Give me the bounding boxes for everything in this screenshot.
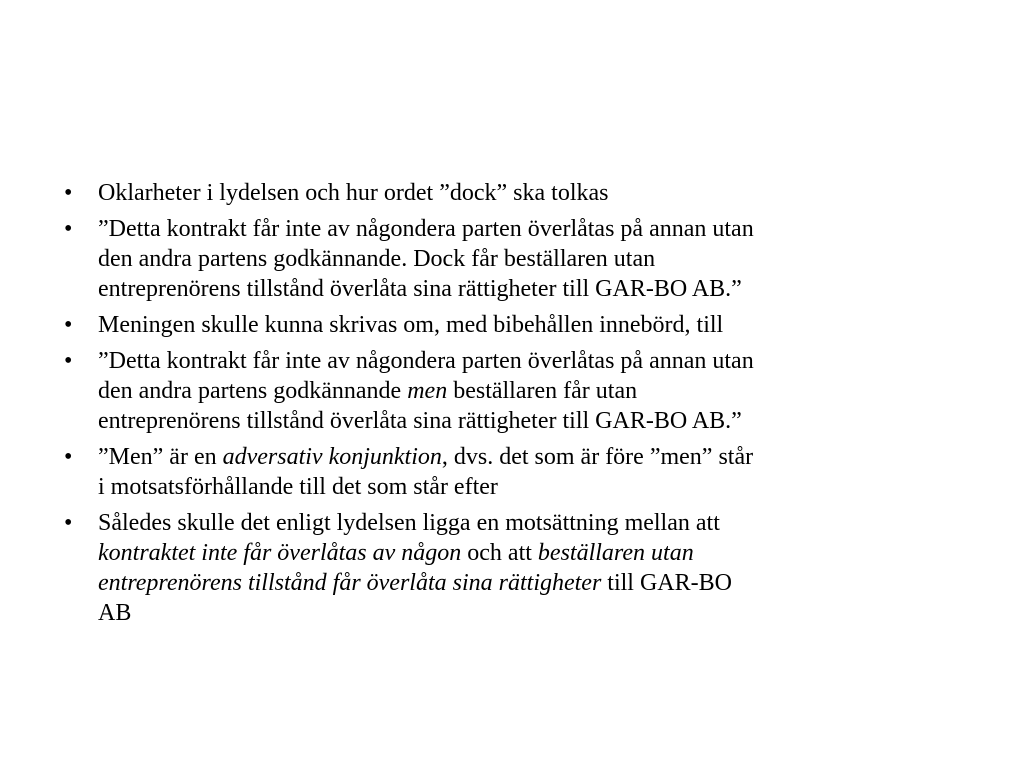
bullet-line bbox=[98, 442, 1004, 472]
italic-text: beställaren utan bbox=[537, 540, 694, 566]
bullet-line bbox=[98, 472, 1004, 502]
text: och att bbox=[461, 540, 538, 566]
bullet-marker: • bbox=[64, 312, 73, 338]
bullet-line bbox=[98, 376, 1004, 406]
italic-text: entreprenörens tillstånd får överlåta sina rättigheter bbox=[98, 570, 602, 596]
bullet-marker: • bbox=[64, 216, 73, 242]
bullet-line bbox=[98, 538, 1004, 568]
text: entreprenörens tillstånd överlåta sina rättigheter till GAR-BO AB.” bbox=[98, 408, 742, 434]
text: ”Men” är en bbox=[98, 444, 223, 470]
text: , dvs. det som är före ”men” står bbox=[441, 444, 754, 470]
bullet-line bbox=[98, 568, 1004, 598]
bullet-list bbox=[64, 178, 1004, 634]
bullet-marker: • bbox=[64, 444, 73, 470]
italic-text: adversativ konjunktion bbox=[222, 444, 442, 470]
text: Oklarheter i lydelsen och hur ordet ”dock” ska tolkas bbox=[98, 180, 609, 206]
bullet-item bbox=[64, 214, 1004, 304]
bullet-line bbox=[98, 346, 1004, 376]
bullet-item bbox=[64, 310, 1004, 340]
bullet-line bbox=[98, 178, 1004, 208]
text: beställaren får utan bbox=[447, 378, 638, 404]
bullet-marker: • bbox=[64, 510, 73, 536]
text: AB bbox=[98, 600, 132, 626]
text: Meningen skulle kunna skrivas om, med bibehållen innebörd, till bbox=[98, 312, 724, 338]
text: till GAR-BO bbox=[601, 570, 732, 596]
text: ”Detta kontrakt får inte av någondera parten överlåtas på annan utan bbox=[98, 348, 754, 374]
bullet-line bbox=[98, 406, 1004, 436]
text: entreprenörens tillstånd överlåta sina rättigheter till GAR-BO AB.” bbox=[98, 276, 742, 302]
bullet-line bbox=[98, 598, 1004, 628]
italic-text: kontraktet inte får överlåtas av någon bbox=[98, 540, 462, 566]
bullet-line bbox=[98, 214, 1004, 244]
bullet-line bbox=[98, 310, 1004, 340]
bullet-item bbox=[64, 508, 1004, 628]
bullet-line bbox=[98, 508, 1004, 538]
italic-text: men bbox=[407, 378, 448, 404]
bullet-marker: • bbox=[64, 348, 73, 374]
bullet-line bbox=[98, 244, 1004, 274]
text: den andra partens godkännande. Dock får beställaren utan bbox=[98, 246, 656, 272]
text: ”Detta kontrakt får inte av någondera parten överlåtas på annan utan bbox=[98, 216, 754, 242]
bullet-item bbox=[64, 442, 1004, 502]
bullet-item bbox=[64, 346, 1004, 436]
text: Således skulle det enligt lydelsen ligga en motsättning mellan att bbox=[98, 510, 720, 536]
bullet-item bbox=[64, 178, 1004, 208]
bullet-marker: • bbox=[64, 180, 73, 206]
text: i motsatsförhållande till det som står efter bbox=[98, 474, 498, 500]
bullet-line bbox=[98, 274, 1004, 304]
text: den andra partens godkännande bbox=[98, 378, 408, 404]
